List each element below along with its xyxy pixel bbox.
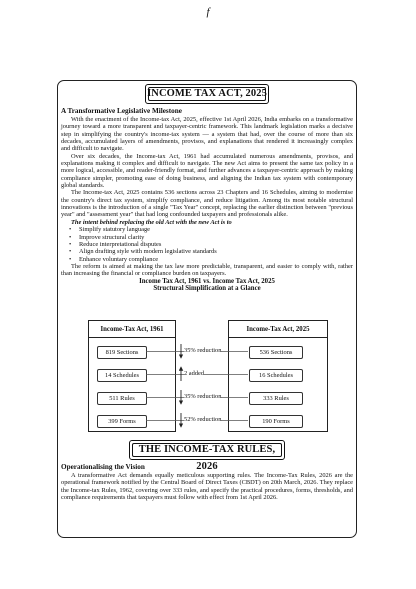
change-label: 52% reduction — [184, 416, 222, 423]
change-label: 35% reduction — [184, 393, 222, 400]
comparison-title: Income Tax Act, 1961 vs. Income Tax Act, 2025 — [139, 277, 275, 285]
old-act-item: 511 Rules — [97, 392, 147, 405]
new-act-header: Income-Tax Act, 2025 — [246, 326, 310, 333]
paragraph: With the enactment of the Income-tax Act, 2025, effective 1st April 2026, India embarks on a transformative journey toward a more transparent and taxpayer-centric framework. This landmark legislation marks a decisive step in simplifying the country's income-tax system — a system that had, over the course of more than six decades, accumulated layers of amendments, provisos, and explanations that rendered it increasingly complex and difficult to navigate. — [61, 116, 353, 153]
paragraph: The Income-tax Act, 2025 contains 536 sections across 23 Chapters and 16 Schedules, aiming to modernise the country's direct tax system, simplify compliance, and reduce litigation. Among its most notable structural innovations is the introduction of a single "Tax Year" concept, replacing the earlier distinction between "previous year" and "assessment year" that had long confounded taxpayers and professionals alike. — [61, 189, 353, 219]
section-banner-income-tax-rules: THE INCOME-TAX RULES, 2026 — [129, 440, 285, 460]
new-act-item: 536 Sections — [249, 346, 303, 359]
paragraph: A transformative Act demands equally meticulous supporting rules. The Income-Tax Rules, 2026 are the operational framework notified by the Central Board of Direct Taxes (CBDT) on 20th March, 2026. They replace the Income-tax Rules, 1962, covering over 333 rules, and specify the practical procedures, forms, thresholds, and compliance requirements that taxpayers must follow with effect from 1st April 2026. — [61, 472, 353, 502]
intent-list — [61, 226, 353, 263]
section2-body — [61, 463, 353, 501]
list-item: • Align drafting style with modern legislative standards — [69, 248, 353, 255]
new-act-item: 16 Schedules — [249, 369, 303, 382]
new-act-item: 190 Forms — [249, 415, 303, 428]
closing-paragraph: The reform is aimed at making the tax law more predictable, transparent, and easier to comply with, rather than increasing the financial or compliance burden on taxpayers. — [61, 262, 353, 278]
section2-heading: Operationalising the Vision — [61, 463, 145, 471]
old-act-item: 14 Schedules — [97, 369, 147, 382]
section-banner-income-tax-act: INCOME TAX ACT, 2025 — [145, 84, 269, 104]
comparison-diagram — [88, 320, 328, 432]
list-item: • Simplify statutory language — [69, 226, 353, 233]
paragraph: Over six decades, the Income-tax Act, 1961 had accumulated numerous amendments, provisos, and explanations making it complex and difficult to navigate. The new Act aims to present the same tax policy in a more logical, accessible, and reader-friendly format, and further advances a taxpayer-centric approach by making compliance simpler, promoting ease of doing business, and aligning the Indian tax system with contemporary global standards. — [61, 152, 353, 190]
old-act-item: 819 Sections — [97, 346, 147, 359]
list-item: • Improve structural clarity — [69, 234, 353, 241]
change-label: 35% reduction — [184, 347, 222, 354]
section1-heading: A Transformative Legislative Milestone — [61, 107, 182, 115]
comparison-subtitle: Structural Simplification at a Glance — [153, 285, 261, 293]
list-item: • Reduce interpretational disputes — [69, 241, 353, 248]
old-act-item: 399 Forms — [97, 415, 147, 428]
change-label: 2 added — [184, 370, 205, 377]
intent-heading: The intent behind replacing the old Act with the new Act is to — [71, 218, 232, 226]
old-act-header: Income-Tax Act, 1961 — [100, 326, 164, 333]
page-mark: f — [206, 6, 210, 18]
list-item: • Enhance voluntary compliance — [69, 256, 353, 263]
new-act-item: 333 Rules — [249, 392, 303, 405]
section1-body — [61, 107, 353, 293]
